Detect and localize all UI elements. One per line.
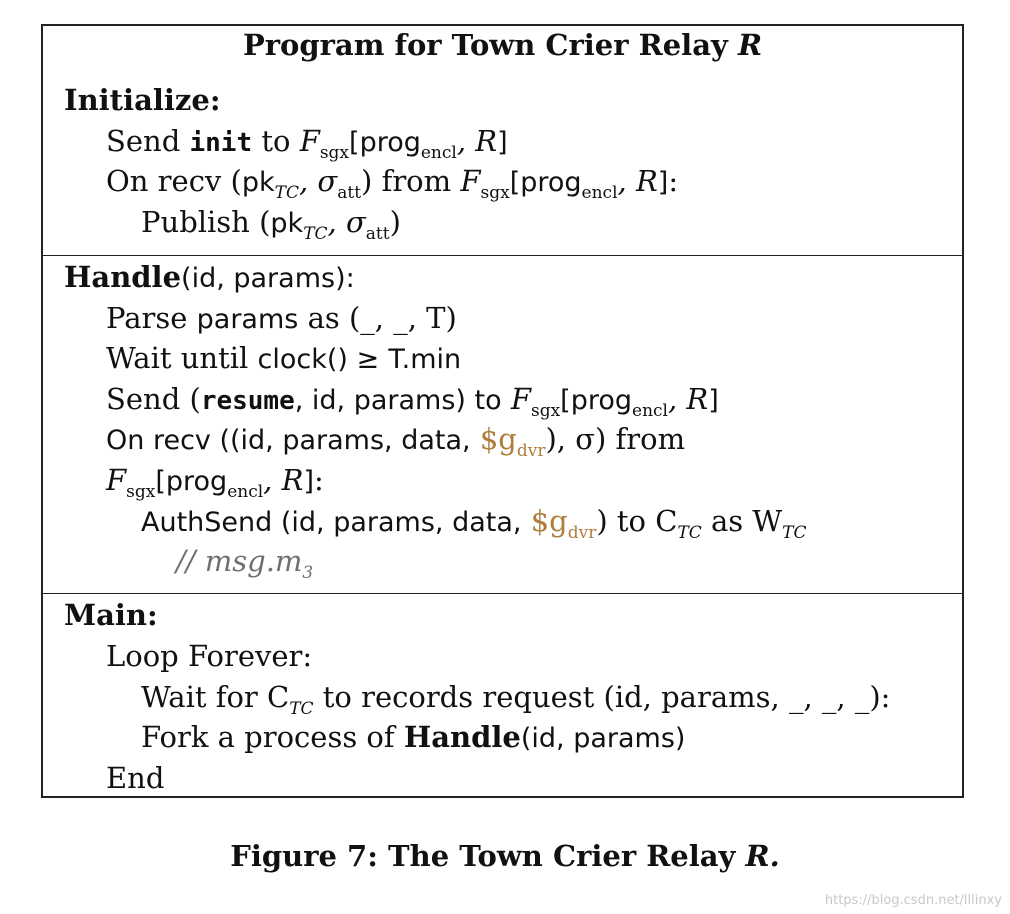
handle-authsend-line: AuthSend (id, params, data, $\$g_{dvr}$) to $C_{TC}$ as $W_{TC}$ [141,504,807,543]
gas-symbol: $\$g_{dvr}$ [479,422,546,461]
main-waitfor-line: Wait for $C_{TC}$ to records request (id, params, _, _, _): [141,680,891,719]
initialize-heading: Initialize: [64,83,221,117]
handle-recv-line: On recv ((id, params, data, $\$g_{dvr}$), σ) from [106,422,686,461]
main-loop-line: Loop Forever: [106,639,313,673]
init-recv-line: On recv ($pk_{TC}$, $\sigma_{att}$) from $F_{sgx}[prog_{encl}$, R]: [106,164,679,203]
title-symbol: R [737,28,763,62]
handle-comment-line: // $msg.m_3$ [176,544,314,583]
handle-recv-line-cont: $F_{sgx}[prog_{encl}$, R]: [106,463,324,502]
init-publish-line: Publish ($pk_{TC}$, $\sigma_{att}$) [141,205,401,244]
algorithm-box [41,24,964,798]
section-divider [43,255,962,256]
main-end-line: End [106,761,165,795]
main-heading: Main: [64,598,158,632]
handle-parse-line: Parse params as (_, _, T) [106,301,457,335]
gas-symbol: $\$g_{dvr}$ [530,504,597,543]
handle-wait-line: Wait until clock() ≥ T.min [106,341,462,375]
init-send-line: Send init to $F_{sgx}[prog_{encl}$, R] [106,124,508,163]
main-fork-line: Fork a process of Handle(id, params) [141,720,686,754]
watermark: https://blog.csdn.net/lllinxy [824,893,1002,908]
figure-caption: Figure 7: The Town Crier Relay R. [230,839,780,873]
section-divider [43,593,962,594]
algorithm-title [43,28,962,62]
handle-heading: Handle(id, params): [64,260,355,294]
title-text: Program for Town Crier Relay [242,28,728,62]
handle-send-line: Send (resume, id, params) to $F_{sgx}[prog_{encl}$, R] [106,382,719,421]
